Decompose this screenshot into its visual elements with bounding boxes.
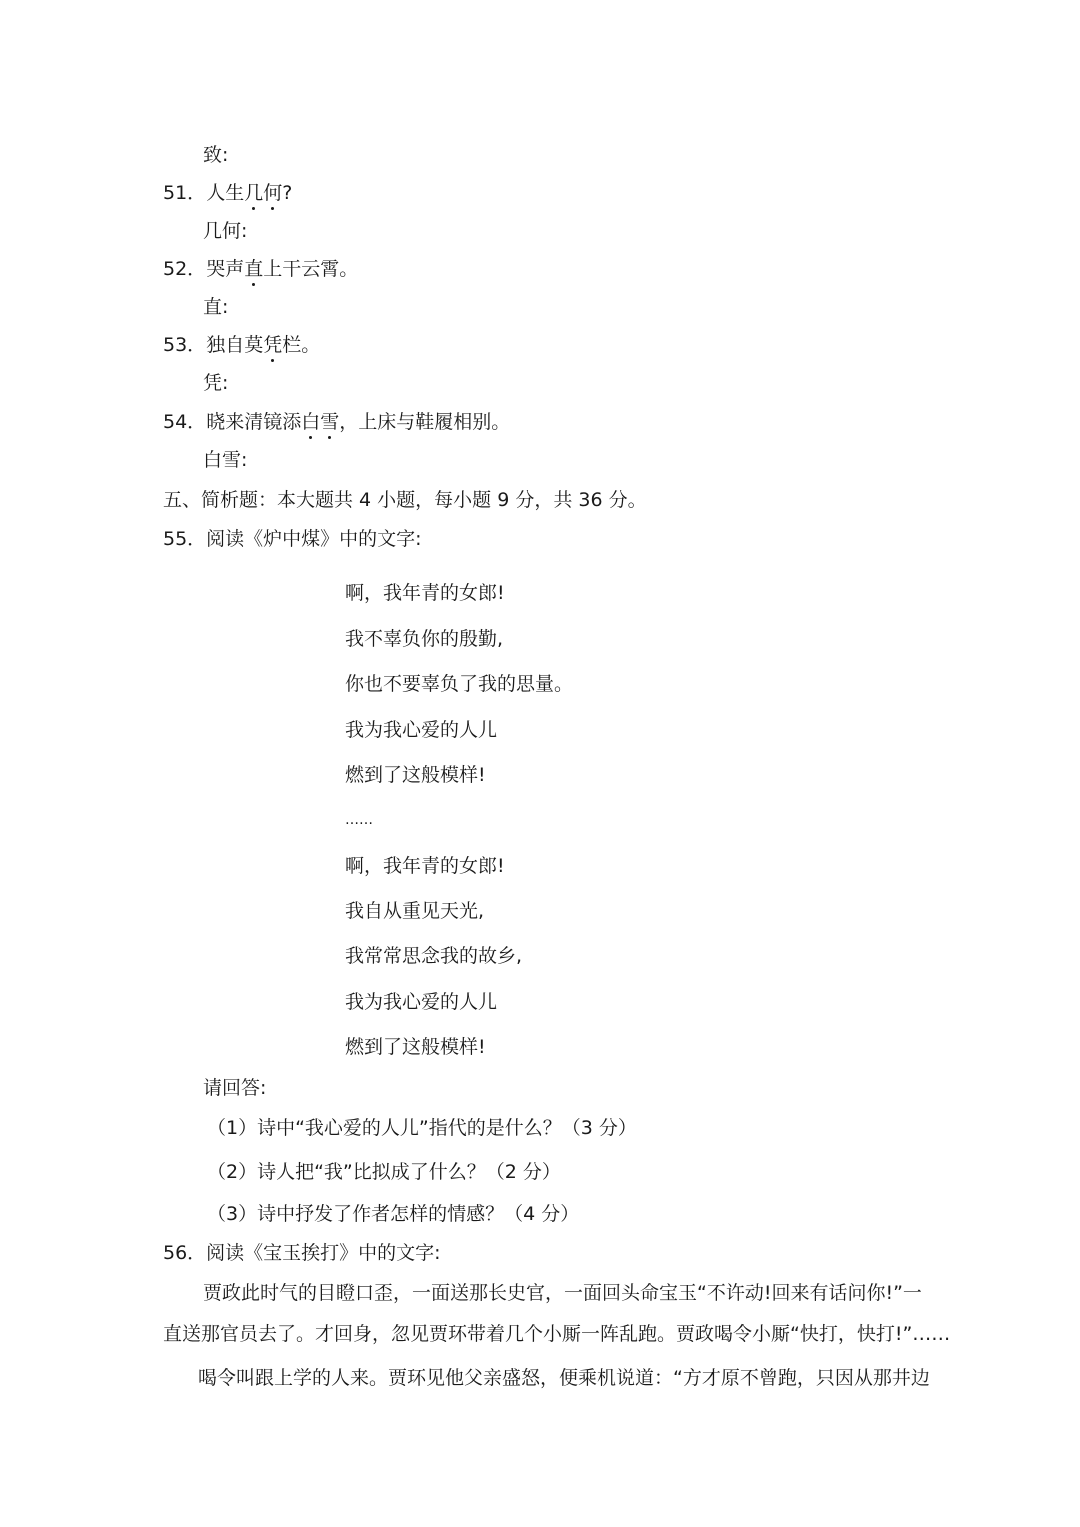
sub-question-2: （2）诗人把“我”比拟成了什么？（2 分） [207, 1161, 561, 1183]
answer-label-baixue: 白雪: [203, 449, 248, 471]
poem-line: 燃到了这般模样! [345, 1036, 486, 1058]
poem-line: 啊，我年青的女郎! [345, 582, 505, 604]
passage-line: 喝令叫跟上学的人来。贾环见他父亲盛怒，便乘机说道：“方才原不曾跑，只因从那井边 [198, 1367, 930, 1389]
question-number: 53． [163, 334, 207, 356]
question-56-title: 56．阅读《宝玉挨打》中的文字: [163, 1242, 441, 1264]
sentence-text: 人生 [206, 182, 245, 204]
poem-ellipsis: …… [345, 812, 373, 828]
poem-line: 我为我心爱的人儿 [345, 719, 498, 741]
question-number: 52． [163, 258, 207, 280]
question-number: 51． [163, 182, 207, 204]
sentence-text: 独自莫 [206, 334, 264, 356]
emphasized-char: 何 [263, 182, 283, 204]
answer-label-zhi2: 直: [203, 296, 229, 318]
question-51 [163, 181, 292, 205]
emphasized-char: 雪 [320, 411, 340, 433]
passage-line: 贾政此时气的目瞪口歪，一面送那长史官，一面回头命宝玉“不许动!回来有话问你!”一 [203, 1282, 922, 1304]
poem-line: 我常常思念我的故乡, [345, 945, 523, 967]
sentence-text: ，上床与鞋履相别。 [339, 411, 511, 433]
sentence-text: 栏。 [282, 334, 321, 356]
question-number: 54． [163, 411, 207, 433]
poem-line: 我为我心爱的人儿 [345, 991, 498, 1013]
poem-line: 你也不要辜负了我的思量。 [345, 673, 574, 695]
question-55-title: 55．阅读《炉中煤》中的文字: [163, 528, 422, 550]
answer-label-jihe: 几何: [203, 220, 248, 242]
emphasized-char: 直 [244, 258, 264, 280]
answer-label-ping: 凭: [203, 372, 229, 394]
poem-line: 啊，我年青的女郎! [345, 855, 505, 877]
emphasized-char: 白 [301, 411, 321, 433]
emphasized-char: 几 [244, 182, 264, 204]
answer-label-zhi: 致: [203, 144, 229, 166]
poem-line: 我自从重见天光, [345, 900, 485, 922]
sentence-text: 上干云霄。 [263, 258, 359, 280]
answer-prompt: 请回答: [203, 1077, 267, 1099]
section-heading: 五、简析题：本大题共 4 小题，每小题 9 分，共 36 分。 [163, 489, 647, 511]
sentence-text: 哭声 [206, 258, 245, 280]
question-54 [163, 410, 510, 434]
sentence-text: ? [282, 182, 293, 204]
sub-question-1: （1）诗中“我心爱的人儿”指代的是什么？（3 分） [207, 1117, 637, 1139]
poem-line: 我不辜负你的殷勤, [345, 628, 504, 650]
question-53 [163, 333, 320, 357]
passage-line: 直送那官员去了。才回身，忽见贾环带着几个小厮一阵乱跑。贾政喝令小厮“快打，快打!”…… [163, 1323, 951, 1345]
emphasized-char: 凭 [263, 334, 283, 356]
poem-line: 燃到了这般模样! [345, 764, 486, 786]
question-52 [163, 257, 358, 281]
sub-question-3: （3）诗中抒发了作者怎样的情感？（4 分） [207, 1203, 580, 1225]
sentence-text: 晓来清镜添 [206, 411, 302, 433]
